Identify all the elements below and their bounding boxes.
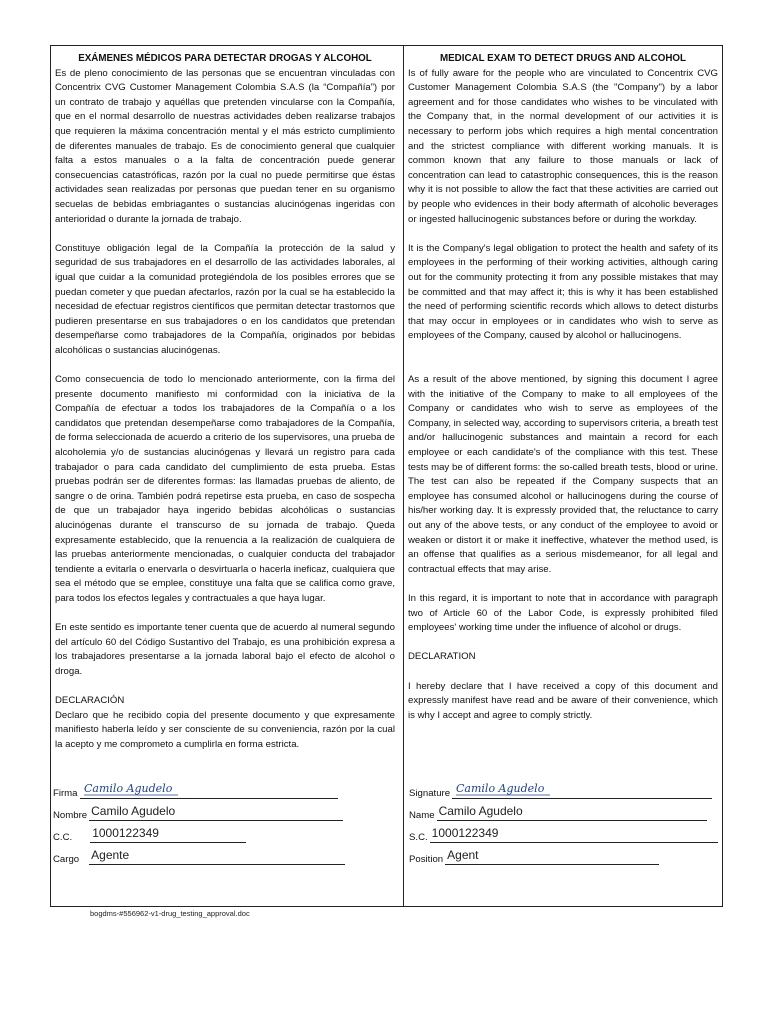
spanish-paragraph-1: Es de pleno conocimiento de las personas que se encuentran vinculadas con Concentrix CVG Customer Management Colombia S.A.S (la “Compañía”) por un contrato de trabajo y aquéllas que pretenden vincularse con la Compañía, que en el normal desarrollo de nuestras actividades deben realizarse trabajos que requieren la máxima concentración mental y el más estricto cumplimiento de diferentes manuales de trabajo. Es de conocimiento general que cualquier falta a estos manuales o a la falta de concentración puede generar consecuencias catastróficas, razón por la cual no puede permitirse que éstas actividades sean realizadas por personas que puedan tener en su organismo secuelas de bebidas embriagantes o sustancias alucinógenas ingeridas con anterioridad o durante la jornada de trabajo.: [55, 67, 395, 225]
spanish-id-field[interactable]: [90, 828, 246, 843]
spanish-signature-field[interactable]: [80, 784, 338, 799]
english-id-value: 1000122349: [431, 826, 499, 840]
english-declaration-text: I hereby declare that I have received a copy of this document and expressly manifest have read and be aware of their convenience, which is why I accept and agree to comply strictly.: [408, 680, 718, 721]
english-role-value: Agent: [447, 848, 479, 862]
spanish-role-value: Agente: [91, 848, 130, 862]
spanish-paragraph-4: En este sentido es importante tener cuenta que de acuerdo al numeral segundo del artículo 60 del Código Sustantivo del Trabajo, es una prohibición expresa a los trabajadores presentarse a la jornada laboral bajo el efecto de alcohol o droga.: [55, 622, 395, 677]
english-paragraph-3: As a result of the above mentioned, by signing this document I agree with the initiative of the Company to make to all employees of the Company or candidates who wish to serve as employees of the Company, in selected way, according to supervisors criteria, a breath test and/or hallucinogenic substances and maintain a record for each employee or each candidate's of the compliance with this test. These tests may be of different forms: the so-called breath tests, blood or urine. The test can also be repeated if the Company suspects that an employee has consumed alcohol or hallucinogens during the course of his/her working day. It is expressly provided that, the reluctance to carry out any of the above tests, or any conduct of the employee to avoid or weaken or distort it or make it ineffective, whatever the method used, is an offense that qualifies as a serious misdemeanor, for all legal and contractual effects that may arise.: [408, 374, 718, 575]
document-footer: bogdms-#556962-v1-drug_testing_approval.doc: [90, 909, 250, 918]
english-column: [408, 52, 718, 723]
english-id-row: [409, 828, 718, 843]
english-name-label: Name: [409, 810, 435, 821]
english-name-value: Camilo Agudelo: [438, 804, 523, 818]
spanish-signature-label: Firma: [53, 788, 78, 799]
spanish-id-row: [53, 828, 246, 843]
english-id-field[interactable]: [430, 828, 718, 843]
spanish-role-field[interactable]: [89, 850, 345, 865]
spanish-id-value: 1000122349: [92, 826, 159, 840]
spanish-name-row: [53, 806, 343, 821]
english-declaration-heading: DECLARATION: [408, 651, 476, 663]
spanish-role-label: Cargo: [53, 854, 80, 865]
english-name-field[interactable]: [437, 806, 707, 821]
signature-script: Camilo Agudelo: [456, 782, 545, 795]
column-divider: [403, 46, 404, 906]
spanish-paragraph-2: Constituye obligación legal de la Compañía la protección de la salud y seguridad de sus trabajadores en el desarrollo de las actividades laborales, al igual que cuidar a la comunidad protegiéndola de los posibles errores que se puedan cometer y que puedan afectarlos, razón por la cual se ha establecido la necesidad de efectuar registros científicos que permitan detectar trastornos que pudieren presentarse en sus trabajadores o en los candidatos que pretendan desempeñarse como trabajadores de la Compañía, originados por bebidas alcohólicas o sustancias alucinógenas.: [55, 242, 395, 356]
spanish-column: [55, 52, 395, 753]
spanish-name-field[interactable]: [89, 806, 343, 821]
spanish-declaration-heading: DECLARACIÓN: [55, 695, 125, 707]
english-paragraph-1: Is of fully aware for the people who are vinculated to Concentrix CVG Customer Management Colombia S.A.S (the "Company") by a labor agreement and for those candidates who wishes to be vinculated with the Company that, in the normal development of our activities it is necessary to perform jobs which requires a high mental concentration and the strictest compliance with different working manuals. It is common known that any failure to those manuals or lack of concentration can lead to catastrophic consequences, this is the reason why it is not possible to allow the fact that these activities are carried out by people who evidences in their body aftermath of alcoholic beverages or ingested hallucinogenic substances before or during the workday.: [408, 67, 718, 225]
english-signature-field[interactable]: [452, 784, 712, 799]
signature-image: [454, 781, 554, 799]
spanish-declaration-text: Declaro que he recibido copia del presente documento y que expresamente manifiesto haberla leído y ser consciente de su conveniencia, razón por la cual la acepto y me comprometo a cumplirla en forma estricta.: [55, 709, 395, 750]
english-signature-row: [409, 784, 712, 799]
english-role-row: [409, 850, 659, 865]
english-role-label: Position: [409, 854, 444, 865]
english-name-row: [409, 806, 707, 821]
spanish-title: EXÁMENES MÉDICOS PARA DETECTAR DROGAS Y ALCOHOL: [78, 53, 372, 64]
spanish-name-value: Camilo Agudelo: [91, 804, 176, 818]
english-id-label: S.C.: [409, 832, 428, 843]
spanish-paragraph-3: Como consecuencia de todo lo mencionado anteriormente, con la firma del presente documento manifiesto mi conformidad con la iniciativa de la Compañía de efectuar a todos los trabajadores de la Compañía o a los candidatos que pretendan desempeñarse como trabajadores de la Compañía, de forma seleccionada de acuerdo a criterio de los supervisores, una prueba de alcoholemia y/o de sustancias alucinógenas y llevará un registro para cada trabajador o para cada candidato del cumplimiento de esta prueba. Estas pruebas podrán ser de diferentes formas: las llamadas pruebas de aliento, de sangre o de orina. También podrá repetirse esta prueba, en caso de sospecha de que un trabajador haya ingerido bebidas alcohólicas o sustancias alucinógenas durante el transcurso de su jornada de trabajo. Queda expresamente establecido, que la renuencia a la realización de cualquiera de las pruebas anteriormente mencionadas, o cualquier conducta del trabajador tendiente a evitarla o enervarla o desvirtuarla o hacerla ineficaz, cualquiera que sea el método que se emplee, constituye una falta que se califica como grave, para todos los efectos legales y contractuales a que haya lugar.: [55, 374, 395, 604]
english-role-field[interactable]: [445, 850, 659, 865]
english-paragraph-4: In this regard, it is important to note that in accordance with paragraph two of Article 60 of the Labor Code, is expressly prohibited filed employees' working time under the influence of alcohol or drugs.: [408, 592, 718, 634]
spanish-role-row: [53, 850, 345, 865]
english-signature-label: Signature: [409, 788, 451, 799]
english-paragraph-2: It is the Company's legal obligation to protect the health and safety of its employees in the performing of their working activities, although caring out for the community protecting it from any possible mistakes that may be committed and that may affect it; this is why it has been established the need of performing scientific records which allows to detect disturbs that may occur in employees or in candidates who wish to serve as employees of the Company, caused by alcohol or hallucinogens.: [408, 242, 718, 342]
document-sheet: [50, 45, 723, 907]
spanish-signature-row: [53, 784, 338, 799]
signature-image: [82, 781, 182, 799]
signature-script: Camilo Agudelo: [83, 782, 172, 795]
english-title: MEDICAL EXAM TO DETECT DRUGS AND ALCOHOL: [439, 53, 686, 64]
spanish-id-label: C.C.: [53, 832, 73, 843]
spanish-name-label: Nombre: [53, 810, 88, 821]
